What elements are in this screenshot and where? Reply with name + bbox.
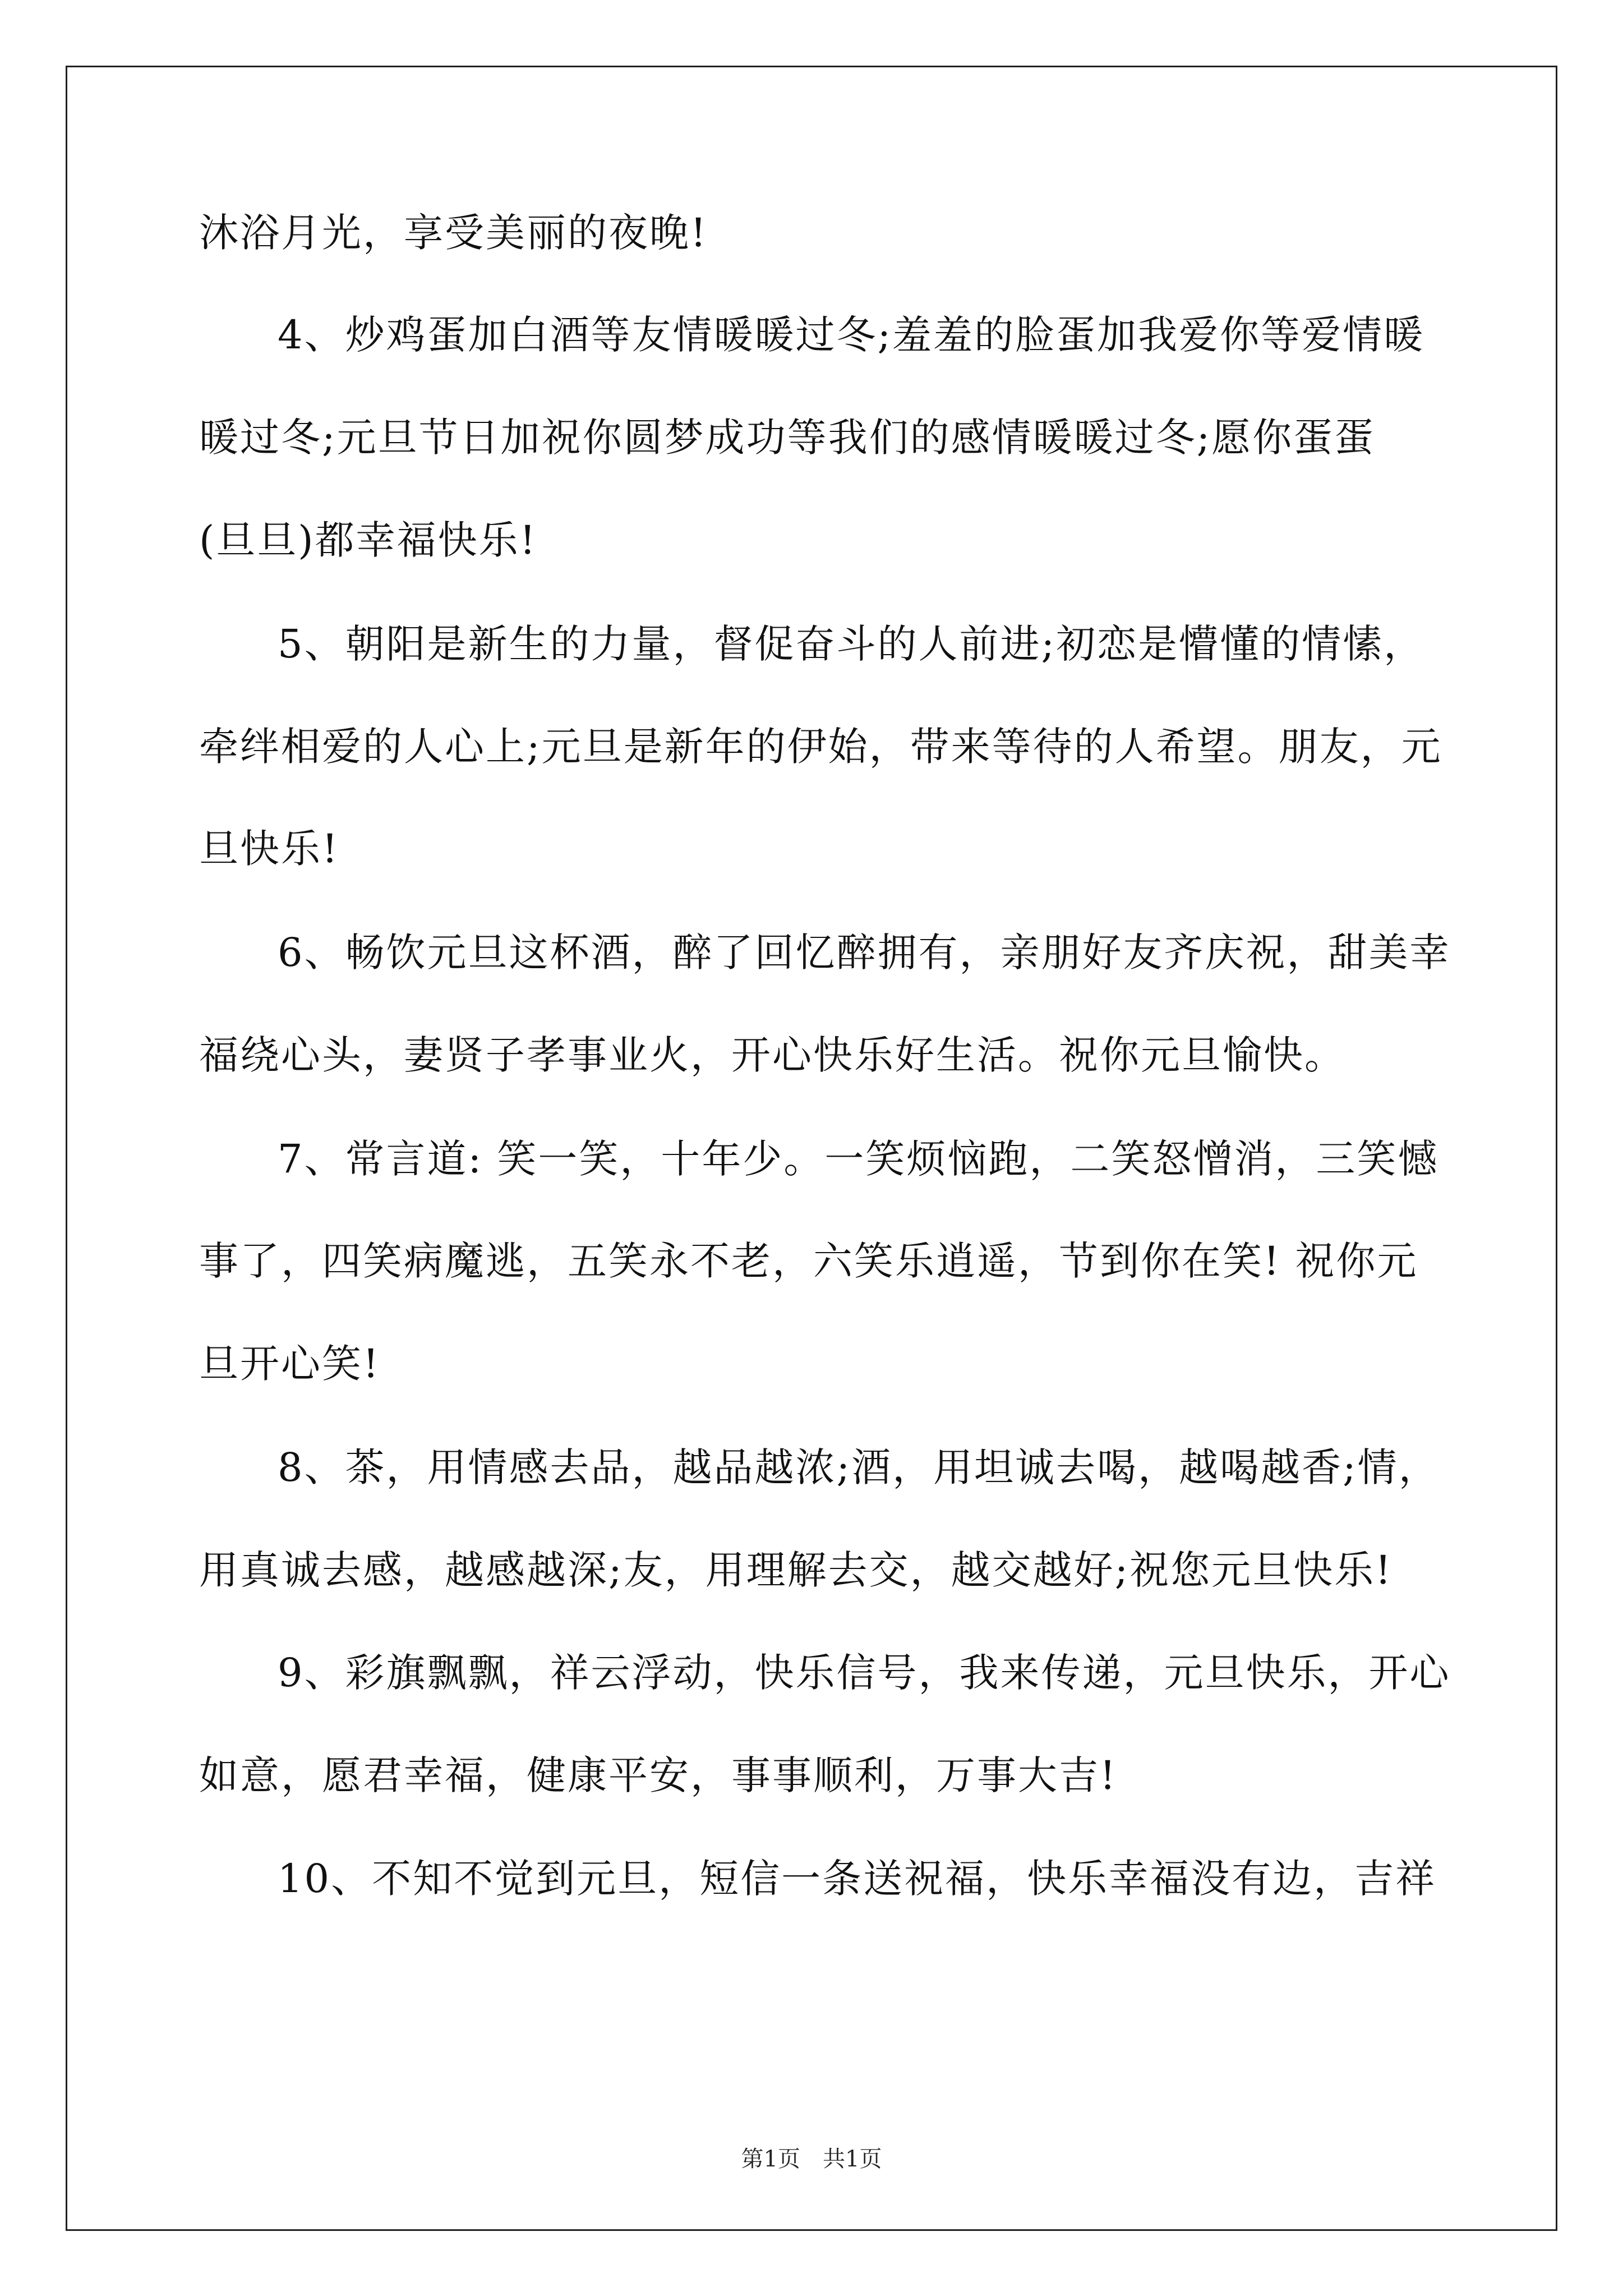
paragraph-7-line-1: 7、常言道: 笑一笑，十年少。一笑烦恼跑，二笑怒憎消，三笑憾 (278, 1136, 1439, 1182)
paragraph-4-line-1: 4、炒鸡蛋加白酒等友情暖暖过冬;羞羞的脸蛋加我爱你等爱情暖 (278, 312, 1425, 358)
paragraph-9-line-2: 如意，愿君幸福，健康平安，事事顺利，万事大吉! (199, 1752, 1118, 1798)
paragraph-6-line-2: 福绕心头，妻贤子孝事业火，开心快乐好生活。祝你元旦愉快。 (199, 1032, 1345, 1078)
paragraph-7-line-2: 事了，四笑病魔逃，五笑永不老，六笑乐逍遥，节到你在笑! 祝你元 (199, 1238, 1418, 1284)
paragraph-5-line-1: 5、朝阳是新生的力量，督促奋斗的人前进;初恋是懵懂的情愫， (278, 621, 1425, 667)
paragraph-7-line-3: 旦开心笑! (199, 1341, 381, 1387)
paragraph-4-line-3: (旦旦)都幸福快乐! (199, 517, 537, 563)
paragraph-5-line-2: 牵绊相爱的人心上;元旦是新年的伊始，带来等待的人希望。朋友，元 (199, 724, 1442, 770)
paragraph-5-line-3: 旦快乐! (199, 826, 340, 872)
paragraph-6-line-1: 6、畅饮元旦这杯酒，醉了回忆醉拥有，亲朋好友齐庆祝，甜美幸 (278, 930, 1451, 976)
page-number-footer: 第1页 共1页 (741, 2146, 882, 2172)
text-line: 沐浴月光，享受美丽的夜晚! (199, 210, 708, 256)
paragraph-10-line-1: 10、不知不觉到元旦，短信一条送祝福，快乐幸福没有边，吉祥 (278, 1856, 1437, 1902)
paragraph-4-line-2: 暖过冬;元旦节日加祝你圆梦成功等我们的感情暖暖过冬;愿你蛋蛋 (199, 415, 1376, 461)
paragraph-8-line-2: 用真诚去感，越感越深;友，用理解去交，越交越好;祝您元旦快乐! (199, 1547, 1393, 1593)
paragraph-9-line-1: 9、彩旗飘飘，祥云浮动，快乐信号，我来传递，元旦快乐，开心 (278, 1650, 1451, 1696)
paragraph-8-line-1: 8、茶，用情感去品，越品越浓;酒，用坦诚去喝，越喝越香;情， (278, 1444, 1440, 1490)
